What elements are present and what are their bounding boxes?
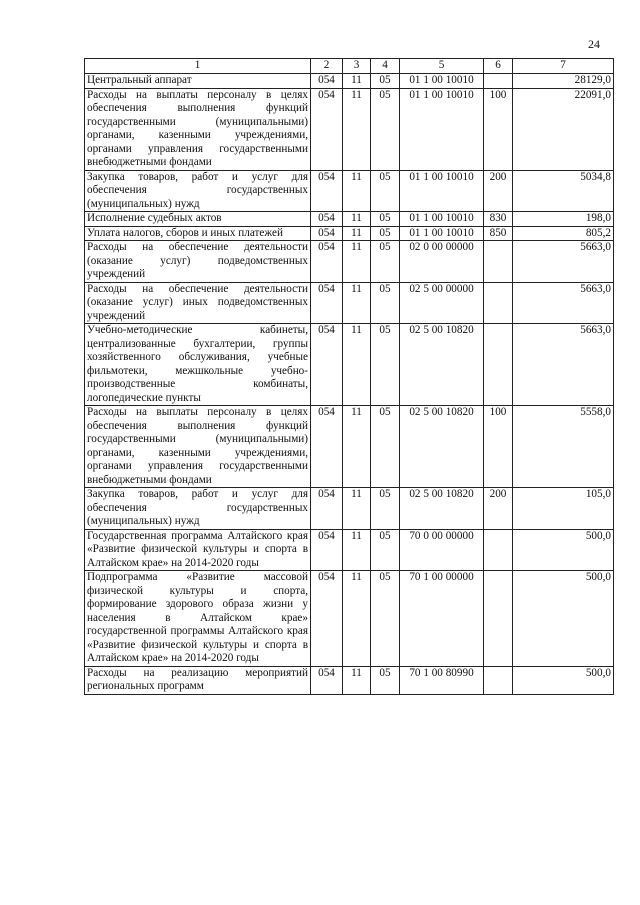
type-cell: 100 — [484, 88, 513, 170]
section-cell: 11 — [343, 282, 371, 324]
section-cell: 11 — [343, 406, 371, 488]
section-cell: 11 — [343, 226, 371, 241]
expense-name: Учебно-методические кабинеты, централизованные бухгалтерии, группы хозяйственного обслуживания, учебные фильмотеки, межшкольные учебно-производственные комбинаты, логопедические пункты — [85, 324, 311, 406]
expense-name: Расходы на обеспечение деятельности (оказание услуг) иных подведомственных учреждений — [85, 282, 311, 324]
code-cell: 054 — [311, 212, 343, 227]
table-row — [85, 488, 614, 530]
section-cell: 11 — [343, 529, 371, 571]
table-row — [85, 212, 614, 227]
amount-cell: 198,0 — [513, 212, 614, 227]
table-row — [85, 74, 614, 89]
table-row — [85, 529, 614, 571]
type-cell: 850 — [484, 226, 513, 241]
amount-cell: 105,0 — [513, 488, 614, 530]
table-row — [85, 241, 614, 283]
amount-cell: 5034,8 — [513, 170, 614, 212]
expense-name: Расходы на выплаты персоналу в целях обеспечения выполнения функций государственными (муниципальными) органами, казенными учреждениями, органами управления государственными внебюджетными фондами — [85, 406, 311, 488]
type-cell — [484, 241, 513, 283]
section-cell: 11 — [343, 324, 371, 406]
subsection-cell: 05 — [371, 571, 400, 667]
code-cell: 054 — [311, 571, 343, 667]
code-cell: 054 — [311, 88, 343, 170]
expense-name: Уплата налогов, сборов и иных платежей — [85, 226, 311, 241]
type-cell — [484, 324, 513, 406]
page-number: 24 — [588, 37, 600, 51]
code-cell: 054 — [311, 488, 343, 530]
code-cell: 054 — [311, 241, 343, 283]
target-cell: 02 5 00 10820 — [400, 406, 484, 488]
header-cell: 4 — [371, 59, 400, 74]
amount-cell: 22091,0 — [513, 88, 614, 170]
subsection-cell: 05 — [371, 324, 400, 406]
code-cell: 054 — [311, 74, 343, 89]
expense-name: Расходы на реализацию мероприятий региональных программ — [85, 666, 311, 694]
target-cell: 70 0 00 00000 — [400, 529, 484, 571]
table-row — [85, 88, 614, 170]
header-cell: 5 — [400, 59, 484, 74]
type-cell — [484, 529, 513, 571]
section-cell: 11 — [343, 571, 371, 667]
table-row — [85, 170, 614, 212]
header-cell: 3 — [343, 59, 371, 74]
code-cell: 054 — [311, 282, 343, 324]
code-cell: 054 — [311, 170, 343, 212]
section-cell: 11 — [343, 88, 371, 170]
section-cell: 11 — [343, 212, 371, 227]
table-row — [85, 666, 614, 694]
header-cell: 2 — [311, 59, 343, 74]
type-cell — [484, 282, 513, 324]
target-cell: 01 1 00 10010 — [400, 170, 484, 212]
type-cell — [484, 74, 513, 89]
subsection-cell: 05 — [371, 529, 400, 571]
header-cell: 6 — [484, 59, 513, 74]
code-cell: 054 — [311, 406, 343, 488]
subsection-cell: 05 — [371, 282, 400, 324]
target-cell: 01 1 00 10010 — [400, 212, 484, 227]
amount-cell: 500,0 — [513, 666, 614, 694]
type-cell — [484, 571, 513, 667]
amount-cell: 28129,0 — [513, 74, 614, 89]
subsection-cell: 05 — [371, 88, 400, 170]
section-cell: 11 — [343, 74, 371, 89]
amount-cell: 805,2 — [513, 226, 614, 241]
amount-cell: 5558,0 — [513, 406, 614, 488]
target-cell: 70 1 00 80990 — [400, 666, 484, 694]
subsection-cell: 05 — [371, 212, 400, 227]
expense-name: Государственная программа Алтайского края «Развитие физической культуры и спорта в Алтайском крае» на 2014-2020 годы — [85, 529, 311, 571]
code-cell: 054 — [311, 666, 343, 694]
subsection-cell: 05 — [371, 488, 400, 530]
expense-name: Закупка товаров, работ и услуг для обеспечения государственных (муниципальных) нужд — [85, 488, 311, 530]
expense-name: Исполнение судебных актов — [85, 212, 311, 227]
type-cell: 200 — [484, 170, 513, 212]
subsection-cell: 05 — [371, 406, 400, 488]
amount-cell: 500,0 — [513, 571, 614, 667]
amount-cell: 5663,0 — [513, 324, 614, 406]
section-cell: 11 — [343, 666, 371, 694]
target-cell: 02 5 00 10820 — [400, 488, 484, 530]
target-cell: 01 1 00 10010 — [400, 88, 484, 170]
amount-cell: 5663,0 — [513, 282, 614, 324]
amount-cell: 5663,0 — [513, 241, 614, 283]
table-row — [85, 226, 614, 241]
target-cell: 01 1 00 10010 — [400, 226, 484, 241]
code-cell: 054 — [311, 529, 343, 571]
type-cell: 200 — [484, 488, 513, 530]
subsection-cell: 05 — [371, 666, 400, 694]
section-cell: 11 — [343, 488, 371, 530]
amount-cell: 500,0 — [513, 529, 614, 571]
table-row — [85, 571, 614, 667]
target-cell: 02 0 00 00000 — [400, 241, 484, 283]
header-cell: 1 — [85, 59, 311, 74]
header-cell: 7 — [513, 59, 614, 74]
table-row — [85, 282, 614, 324]
subsection-cell: 05 — [371, 226, 400, 241]
expense-name: Центральный аппарат — [85, 74, 311, 89]
section-cell: 11 — [343, 170, 371, 212]
subsection-cell: 05 — [371, 241, 400, 283]
type-cell — [484, 666, 513, 694]
expense-name: Расходы на обеспечение деятельности (оказание услуг) подведомственных учреждений — [85, 241, 311, 283]
section-cell: 11 — [343, 241, 371, 283]
expense-name: Расходы на выплаты персоналу в целях обеспечения выполнения функций государственными (муниципальными) органами, казенными учреждениями, органами управления государственными внебюджетными фондами — [85, 88, 311, 170]
header-row — [85, 59, 614, 74]
budget-table — [84, 58, 614, 695]
target-cell: 01 1 00 10010 — [400, 74, 484, 89]
code-cell: 054 — [311, 324, 343, 406]
target-cell: 70 1 00 00000 — [400, 571, 484, 667]
subsection-cell: 05 — [371, 170, 400, 212]
table-row — [85, 406, 614, 488]
type-cell: 830 — [484, 212, 513, 227]
code-cell: 054 — [311, 226, 343, 241]
target-cell: 02 5 00 00000 — [400, 282, 484, 324]
expense-name: Закупка товаров, работ и услуг для обеспечения государственных (муниципальных) нужд — [85, 170, 311, 212]
type-cell: 100 — [484, 406, 513, 488]
expense-name: Подпрограмма «Развитие массовой физической культуры и спорта, формирование здорового образа жизни у населения в Алтайском крае» государственной программы Алтайского края «Развитие физической культуры и спорта в Алтайском крае» на 2014-2020 годы — [85, 571, 311, 667]
table-row — [85, 324, 614, 406]
target-cell: 02 5 00 10820 — [400, 324, 484, 406]
subsection-cell: 05 — [371, 74, 400, 89]
